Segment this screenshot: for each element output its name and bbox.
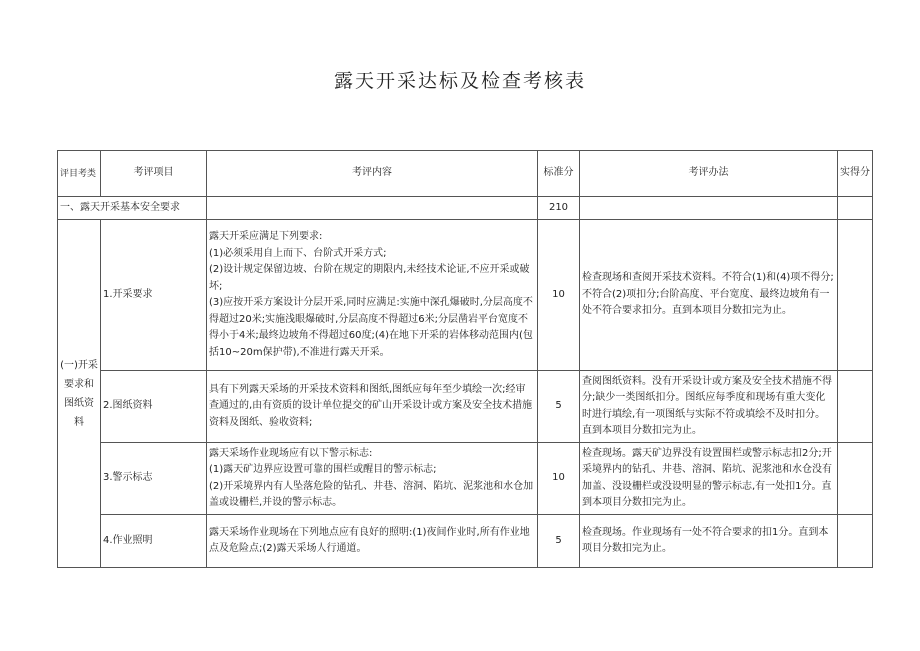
item-method: 检查现场。作业现场有一处不符合要求的扣1分。直到本项目分数扣完为止。 — [580, 515, 838, 568]
item-content — [207, 443, 538, 515]
item-score: 5 — [538, 515, 580, 568]
content-line: 露天开采应满足下列要求: — [209, 231, 323, 242]
table-row — [58, 443, 873, 515]
item-method: 查阅图纸资料。没有开采设计或方案及安全技术措施不得分;缺少一类图纸扣分。图纸应每季度和现场有重大变化时进行填绘,有一项图纸与实际不符或填绘不及时扣分。直到本项目分数扣完为止。 — [580, 371, 838, 443]
item-score: 10 — [538, 220, 580, 371]
header-content: 考评内容 — [207, 151, 538, 197]
header-score: 标准分 — [538, 151, 580, 197]
section-actual-empty — [838, 197, 873, 220]
table-row — [58, 371, 873, 443]
item-method: 检查现场和查阅开采技术资料。不符合(1)和(4)项不得分;不符合(2)项扣分;台阶高度、平台宽度、最终边坡角有一处不符合要求扣分。直到本项目分数扣完为止。 — [580, 220, 838, 371]
item-actual — [838, 443, 873, 515]
item-actual — [838, 515, 873, 568]
item-label: 4.作业照明 — [101, 515, 207, 568]
section-row — [58, 197, 873, 220]
item-label: 1.开采要求 — [101, 220, 207, 371]
header-actual: 实得分 — [838, 151, 873, 197]
item-label: 3.警示标志 — [101, 443, 207, 515]
item-content — [207, 515, 538, 568]
header-category: 评目考类 — [58, 151, 101, 197]
header-item: 考评项目 — [101, 151, 207, 197]
content-line: 露天采场作业现场应有以下警示标志: — [209, 447, 373, 459]
item-method: 检查现场。露天矿边界没有设置围栏或警示标志扣2分;开采境界内的钻孔、井巷、溶洞、陷坑、泥浆池和水仓没有加盖、没设栅栏或没设明显的警示标志,有一处扣1分。直到本项目分数扣完为止。 — [580, 443, 838, 515]
item-actual — [838, 220, 873, 371]
content-line: (1)必须采用自上而下、台阶式开采方式; — [209, 247, 387, 259]
category-label: (一)开采要求和图纸资料 — [58, 220, 101, 568]
item-score: 5 — [538, 371, 580, 443]
content-line: 具有下列露天采场的开采技术资料和图纸,图纸应每年至少填绘一次;经审查通过的,由有资质的设计单位提交的矿山开采设计或方案及安全技术措施资料及图纸、验收资料; — [209, 383, 533, 428]
content-line: (2)开采境界内有人坠落危险的钻孔、井巷、溶洞、陷坑、泥浆池和水仓加盖或设栅栏,并设的警示标志。 — [209, 480, 534, 508]
content-line: (3)应按开采方案设计分层开采,同时应满足:实施中深孔爆破时,分层高度不得超过20米;实施浅眼爆破时,分层高度不得超过6米;分层凿岩平台宽度不得小于4米;最终边坡角不得超过60度;(4)在地下开采的岩体移动范围内(包括10~20m保护带),不准进行露天开采。 — [209, 297, 533, 358]
item-content — [207, 371, 538, 443]
header-method: 考评办法 — [580, 151, 838, 197]
content-line: (2)设计规定保留边坡、台阶在规定的期限内,未经技术论证,不应开采或破坏; — [209, 264, 530, 292]
item-label: 2.图纸资料 — [101, 371, 207, 443]
content-line: (1)露天矿边界应设置可靠的围栏或醒目的警示标志; — [209, 464, 437, 475]
table-row — [58, 220, 873, 371]
section-method-empty — [580, 197, 838, 220]
assessment-table — [57, 150, 873, 568]
item-actual — [838, 371, 873, 443]
table-row — [58, 515, 873, 568]
section-content-empty — [207, 197, 538, 220]
item-score: 10 — [538, 443, 580, 515]
item-content — [207, 220, 538, 371]
section-score: 210 — [538, 197, 580, 220]
section-label: 一、露天开采基本安全要求 — [58, 197, 207, 220]
document-title: 露天开采达标及检查考核表 — [333, 70, 586, 92]
content-line: 露天采场作业现场在下列地点应有良好的照明:(1)夜间作业时,所有作业地点及危险点;(2)露天采场人行通道。 — [209, 526, 530, 554]
header-row — [58, 151, 873, 197]
